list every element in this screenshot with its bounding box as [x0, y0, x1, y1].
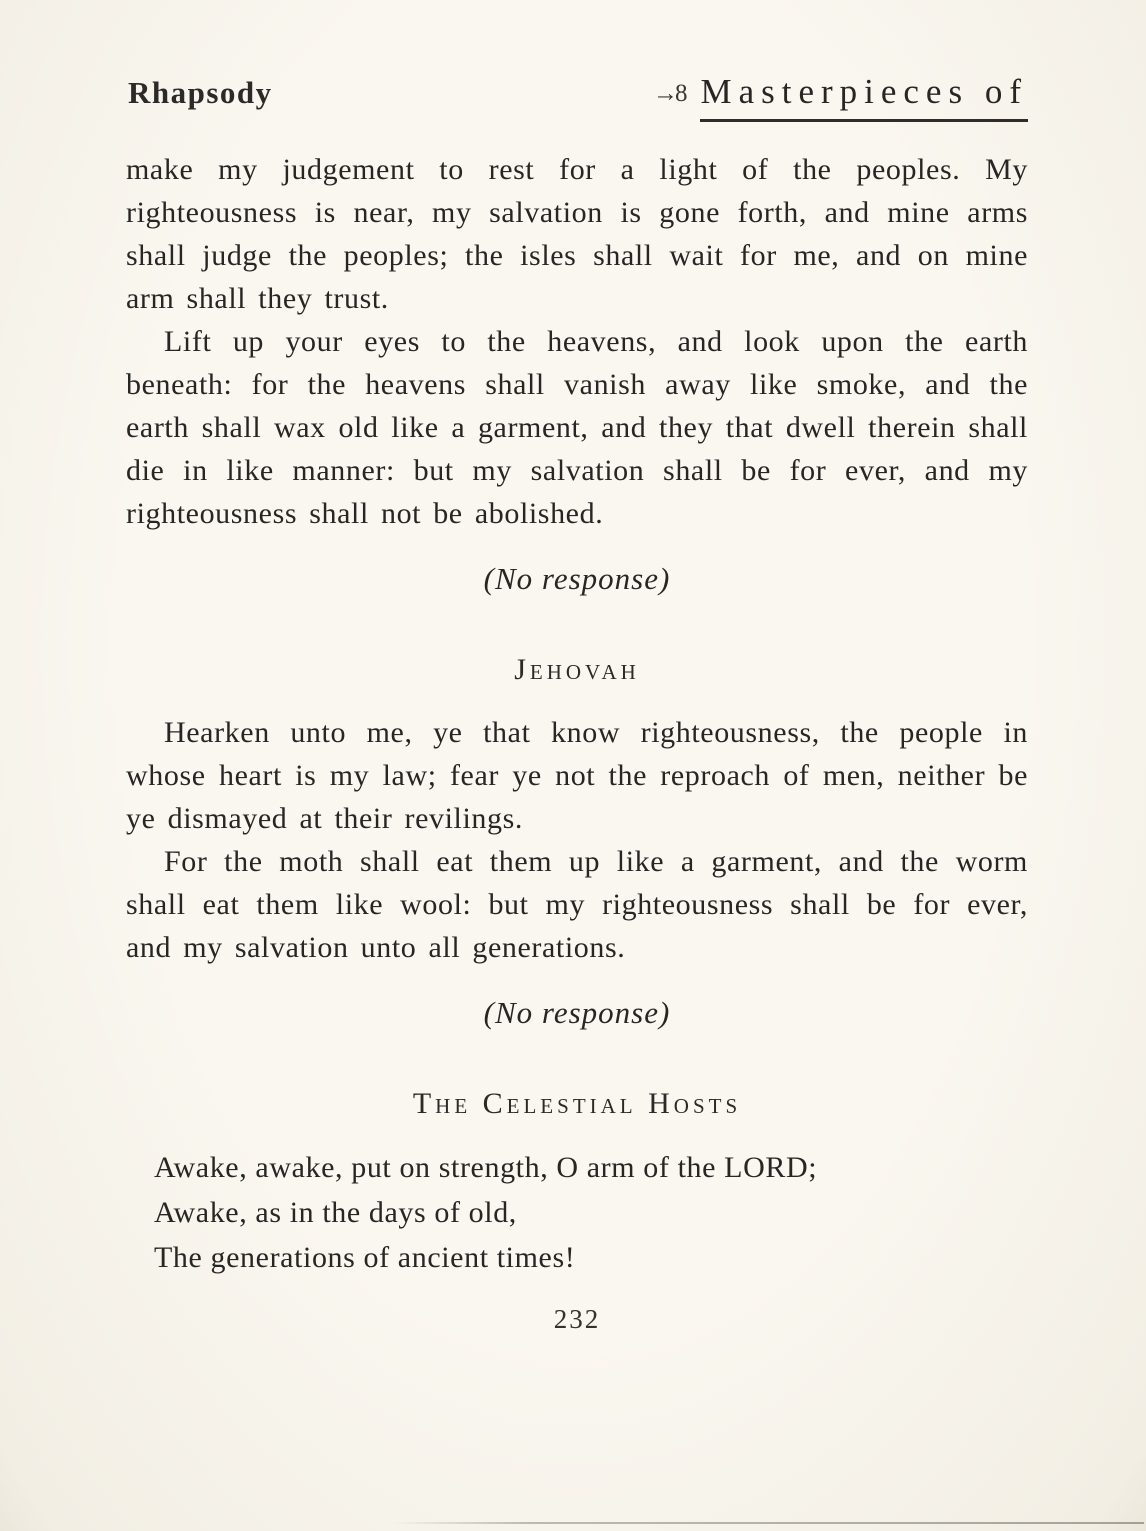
section-heading-celestial-hosts: The Celestial Hosts — [412, 1087, 742, 1120]
stage-direction: (No response) — [483, 561, 671, 596]
page-number: 232 — [553, 1304, 601, 1334]
running-head — [0, 0, 1146, 122]
stage-direction: (No response) — [483, 995, 671, 1030]
page-body — [0, 122, 1146, 1335]
running-head-left: Rhapsody — [128, 75, 273, 110]
verse-block — [154, 1145, 1028, 1280]
paragraph: Hearken unto me, ye that know righteousness, the people in whose heart is my law; fear ye not the reproach of men, neither be ye dismayed at their revilings. — [126, 716, 1028, 835]
running-head-right: Masterpieces of — [700, 72, 1028, 122]
verse-line: The generations of ancient times! — [154, 1241, 576, 1274]
header-ornament-icon: →8 — [652, 80, 685, 107]
paragraph: Lift up your eyes to the heavens, and look upon the earth beneath: for the heavens shall vanish away like smoke, and the earth shall wax old like a garment, and they that dwell therein shall die in like manner: but my salvation shall be for ever, and my righteousness shall not be abolished. — [126, 325, 1028, 530]
scan-artifact-line — [392, 1522, 1144, 1524]
running-head-right-group — [653, 72, 1028, 122]
speaker-heading-jehovah: Jehovah — [514, 653, 640, 686]
paragraph: For the moth shall eat them up like a garment, and the worm shall eat them like wool: but my righteousness shall be for ever, and my salvation unto all generations. — [126, 845, 1028, 964]
paragraph-continuation: make my judgement to rest for a light of the peoples. My righteousness is near, my salvation is gone forth, and mine arms shall judge the peoples; the isles shall wait for me, and on mine arm shall they trust. — [126, 153, 1028, 315]
verse-line: Awake, as in the days of old, — [154, 1196, 517, 1229]
verse-line: Awake, awake, put on strength, O arm of the LORD; — [154, 1151, 818, 1184]
